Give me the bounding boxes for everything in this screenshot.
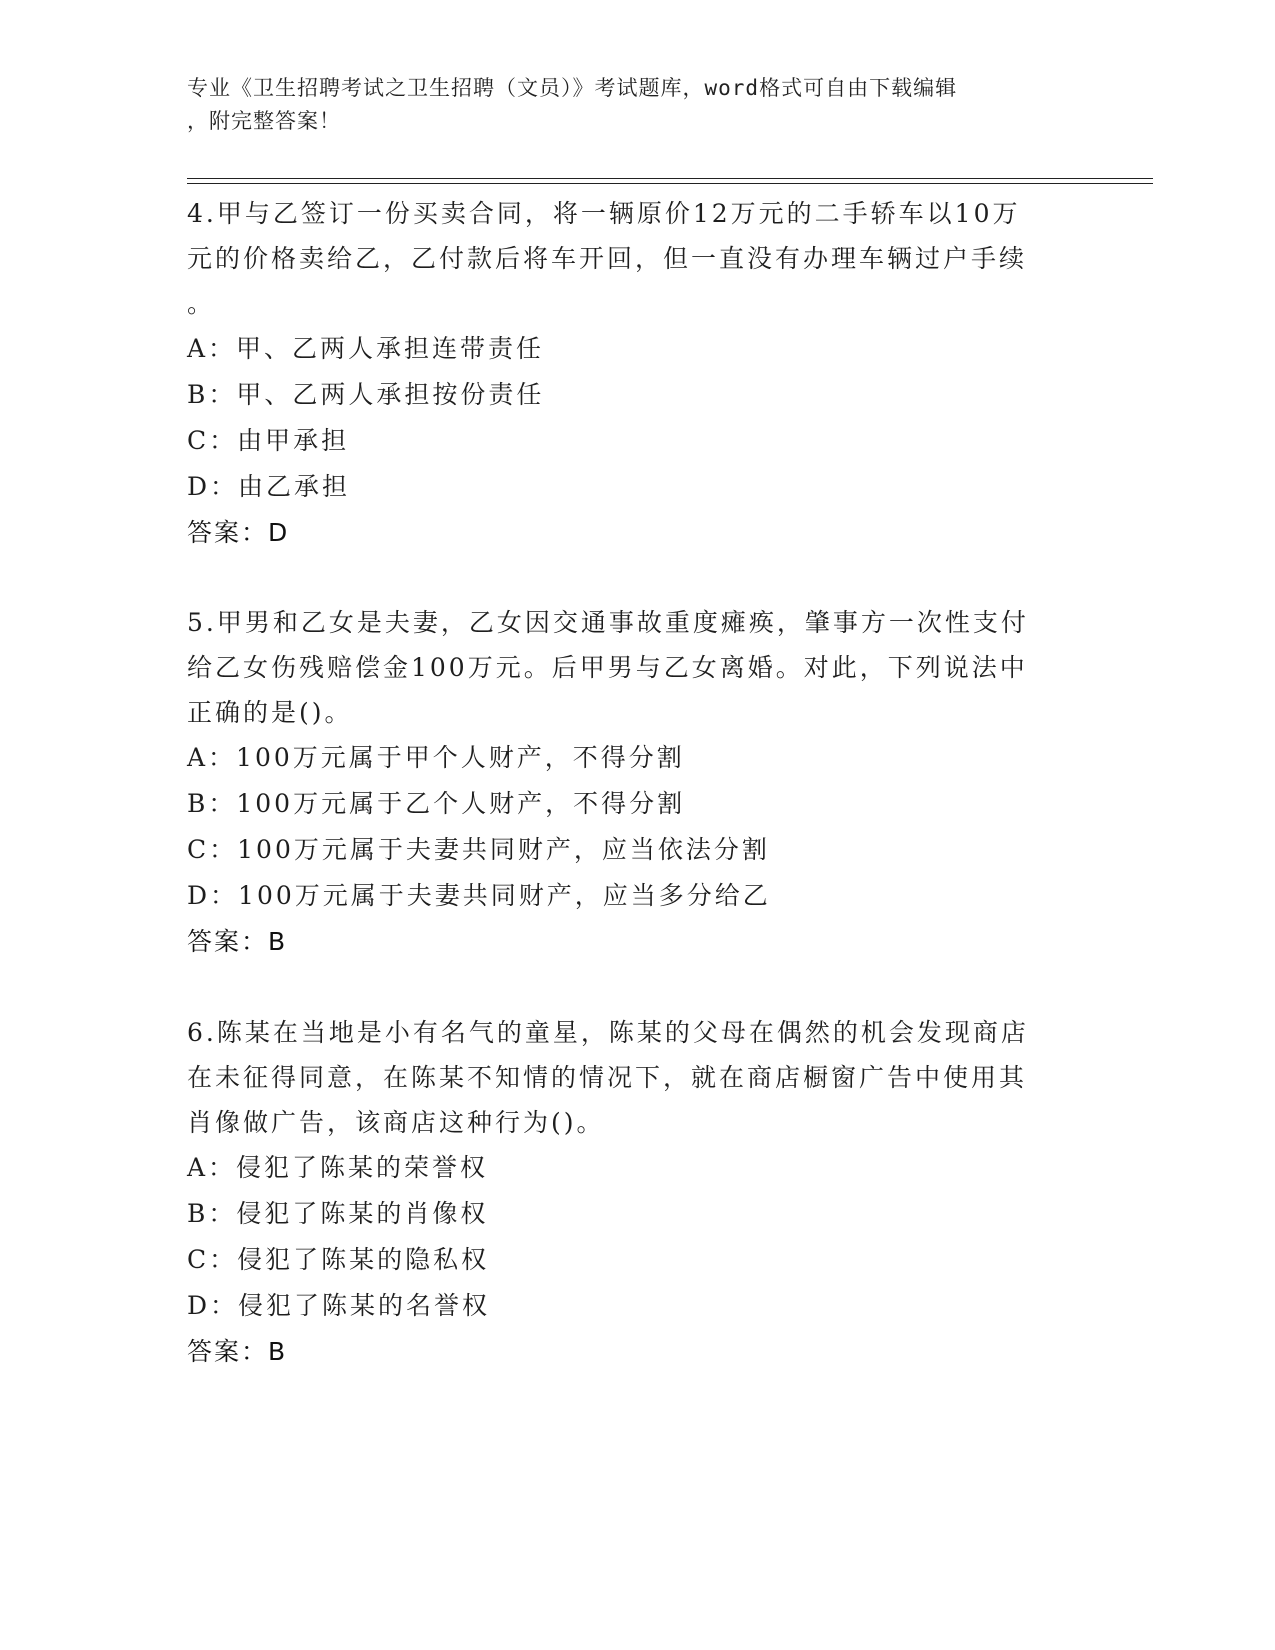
question-stem-line: 4.甲与乙签订一份买卖合同，将一辆原价12万元的二手轿车以10万 xyxy=(187,199,1021,228)
option-a: A：甲、乙两人承担连带责任 xyxy=(187,334,545,363)
option-b: B：侵犯了陈某的肖像权 xyxy=(187,1199,489,1228)
header-divider xyxy=(187,183,1153,184)
question-5 xyxy=(187,600,1067,965)
option-d: D：侵犯了陈某的名誉权 xyxy=(187,1291,491,1320)
answer-line: 答案：B xyxy=(187,1337,288,1366)
question-stem-line: 肖像做广告，该商店这种行为()。 xyxy=(187,1108,605,1137)
option-c: C：由甲承担 xyxy=(187,426,350,455)
option-a: A：100万元属于甲个人财产，不得分割 xyxy=(187,743,685,772)
question-stem-line: 6.陈某在当地是小有名气的童星，陈某的父母在偶然的机会发现商店 xyxy=(187,1018,1029,1047)
option-b: B：100万元属于乙个人财产，不得分割 xyxy=(187,789,686,818)
option-c: C：100万元属于夫妻共同财产，应当依法分割 xyxy=(187,835,770,864)
question-stem-line: 。 xyxy=(187,289,216,318)
answer-line: 答案：B xyxy=(187,927,288,956)
question-stem-line: 在未征得同意，在陈某不知情的情况下，就在商店橱窗广告中使用其 xyxy=(187,1063,1028,1092)
question-4 xyxy=(187,191,1067,556)
option-b: B：甲、乙两人承担按份责任 xyxy=(187,380,545,409)
document-header xyxy=(187,72,1067,138)
question-stem-line: 元的价格卖给乙，乙付款后将车开回，但一直没有办理车辆过户手续 xyxy=(187,244,1028,273)
question-stem-line: 正确的是()。 xyxy=(187,698,353,727)
option-c: C：侵犯了陈某的隐私权 xyxy=(187,1245,490,1274)
header-line: 专业《卫生招聘考试之卫生招聘（文员）》考试题库，word格式可自由下载编辑 xyxy=(187,76,958,100)
option-d: D：100万元属于夫妻共同财产，应当多分给乙 xyxy=(187,881,771,910)
option-d: D：由乙承担 xyxy=(187,472,351,501)
header-line: ，附完整答案！ xyxy=(187,109,341,133)
header-divider xyxy=(187,178,1153,179)
option-a: A：侵犯了陈某的荣誉权 xyxy=(187,1153,489,1182)
question-stem-line: 给乙女伤残赔偿金100万元。后甲男与乙女离婚。对此，下列说法中 xyxy=(187,653,1028,682)
question-6 xyxy=(187,1010,1067,1375)
answer-line: 答案：D xyxy=(187,518,290,547)
question-stem-line: 5.甲男和乙女是夫妻，乙女因交通事故重度瘫痪，肇事方一次性支付 xyxy=(187,608,1029,637)
